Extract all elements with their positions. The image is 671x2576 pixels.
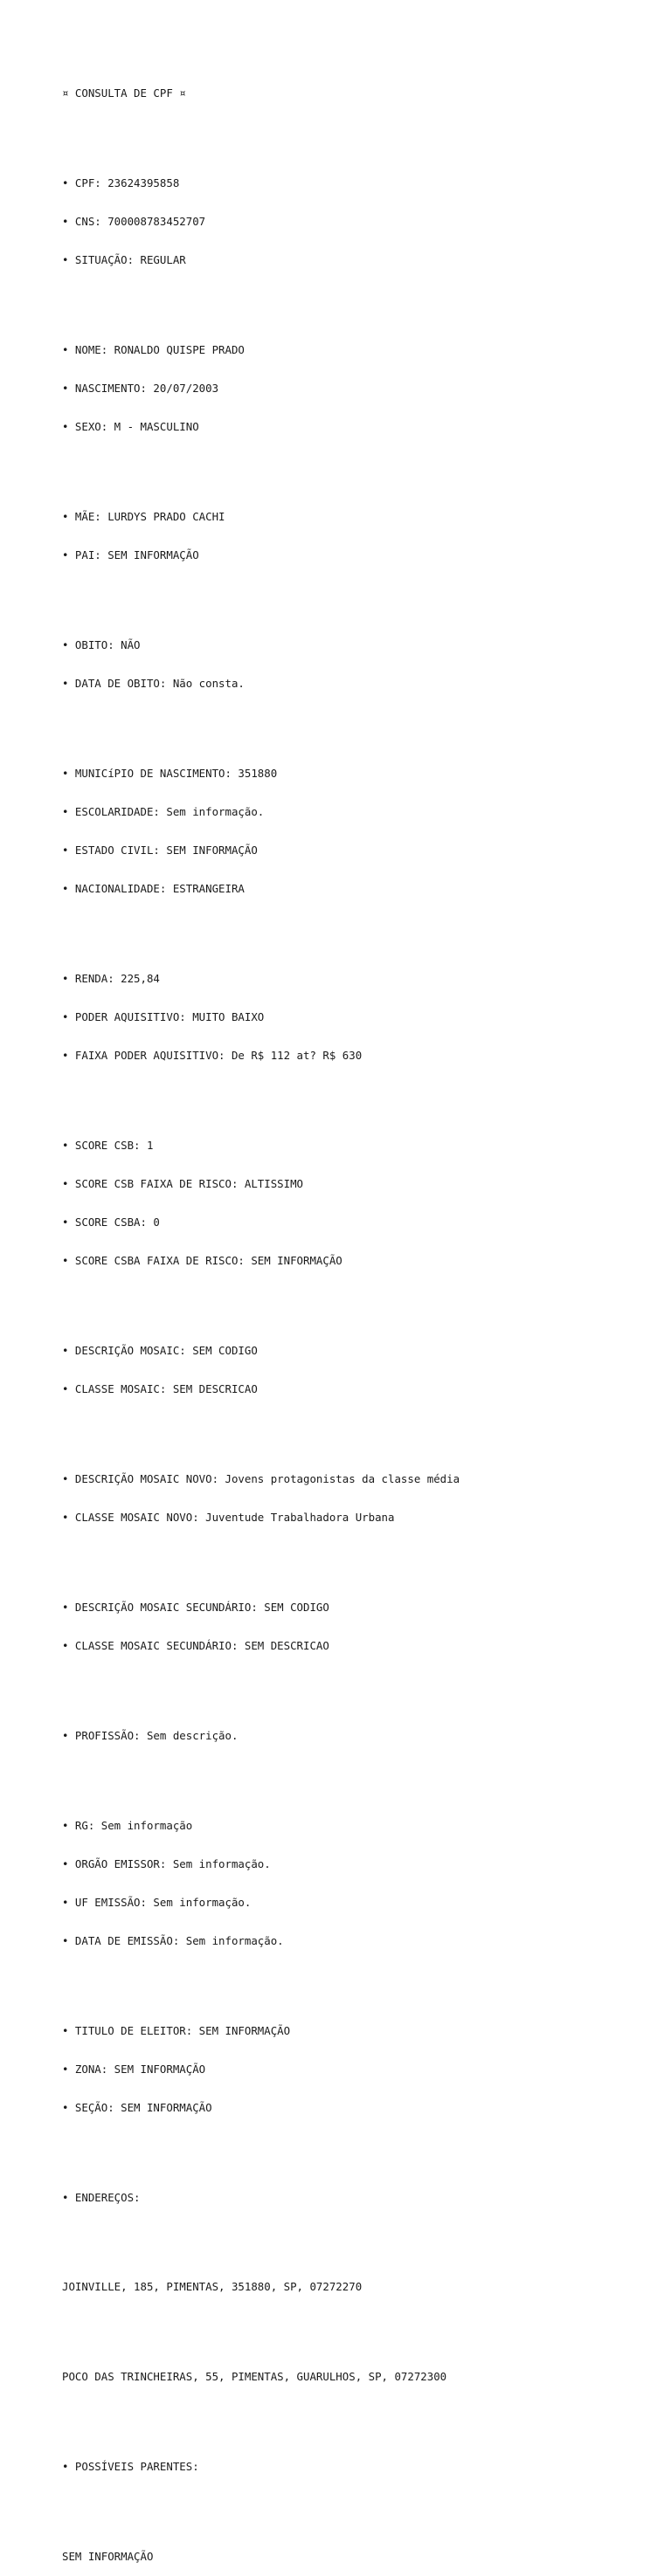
field-classe-mosaic-novo: • CLASSE MOSAIC NOVO: Juventude Trabalhadora Urbana <box>62 1511 395 1525</box>
field-orgao-emissor: • ORGÃO EMISSOR: Sem informação. <box>62 1856 271 1870</box>
spacer <box>62 1422 656 1435</box>
field-score-csb: • SCORE CSB: 1 <box>62 1139 154 1153</box>
field-data-obito: • DATA DE OBITO: Não consta. <box>62 677 245 691</box>
spacer <box>62 1678 656 1691</box>
field-municipio-nascimento: • MUNICíPIO DE NASCIMENTO: 351880 <box>62 766 278 780</box>
field-obito: • OBITO: NÃO <box>62 638 141 652</box>
field-pai: • PAI: SEM INFORMAÇÃO <box>62 548 199 562</box>
field-zona: • ZONA: SEM INFORMAÇÃO <box>62 2062 206 2076</box>
address-line: POCO DAS TRINCHEIRAS, 55, PIMENTAS, GUARULHOS, SP, 07272300 <box>62 2370 447 2384</box>
field-classe-mosaic: • CLASSE MOSAIC: SEM DESCRICAO <box>62 1382 258 1396</box>
field-cpf: • CPF: 23624395858 <box>62 176 180 190</box>
field-uf-emissao: • UF EMISSÃO: Sem informação. <box>62 1895 252 1909</box>
field-escolaridade: • ESCOLARIDADE: Sem informação. <box>62 805 265 819</box>
spacer <box>62 293 656 306</box>
document-title: ¤ CONSULTA DE CPF ¤ <box>62 86 186 100</box>
field-nascimento: • NASCIMENTO: 20/07/2003 <box>62 382 219 396</box>
field-nome: • NOME: RONALDO QUISPE PRADO <box>62 343 245 357</box>
field-estado-civil: • ESTADO CIVIL: SEM INFORMAÇÃO <box>62 844 258 858</box>
field-score-csba-faixa: • SCORE CSBA FAIXA DE RISCO: SEM INFORMAÇÃO <box>62 1254 342 1268</box>
field-sexo: • SEXO: M - MASCULINO <box>62 420 199 434</box>
field-data-emissao: • DATA DE EMISSÃO: Sem informação. <box>62 1933 284 1947</box>
field-nacionalidade: • NACIONALIDADE: ESTRANGEIRA <box>62 882 245 896</box>
spacer <box>62 2230 656 2243</box>
spacer <box>62 1293 656 1306</box>
spacer <box>62 2320 656 2333</box>
spacer <box>62 588 656 601</box>
spacer <box>62 1768 656 1781</box>
field-descricao-mosaic-secundario: • DESCRIÇÃO MOSAIC SECUNDÁRIO: SEM CODIGO <box>62 1600 329 1614</box>
spacer <box>62 716 656 729</box>
field-renda: • RENDA: 225,84 <box>62 972 160 986</box>
parentes-value: SEM INFORMAÇÃO <box>62 2549 154 2563</box>
spacer <box>62 1550 656 1563</box>
field-titulo-eleitor: • TITULO DE ELEITOR: SEM INFORMAÇÃO <box>62 2023 291 2037</box>
spacer <box>62 921 656 934</box>
field-cns: • CNS: 700008783452707 <box>62 215 206 229</box>
spacer <box>62 2499 656 2512</box>
field-descricao-mosaic: • DESCRIÇÃO MOSAIC: SEM CODIGO <box>62 1344 258 1358</box>
field-poder-aquisitivo: • PODER AQUISITIVO: MUITO BAIXO <box>62 1010 265 1024</box>
spacer <box>62 2409 656 2422</box>
field-secao: • SEÇÃO: SEM INFORMAÇÃO <box>62 2100 212 2114</box>
field-rg: • RG: Sem informação <box>62 1818 193 1832</box>
field-classe-mosaic-secundario: • CLASSE MOSAIC SECUNDÁRIO: SEM DESCRICAO <box>62 1638 329 1652</box>
address-line: JOINVILLE, 185, PIMENTAS, 351880, SP, 07272270 <box>62 2280 363 2294</box>
spacer <box>62 1973 656 1987</box>
section-parentes-heading: • POSSÍVEIS PARENTES: <box>62 2460 199 2474</box>
section-enderecos-heading: • ENDEREÇOS: <box>62 2190 141 2204</box>
field-mae: • MÃE: LURDYS PRADO CACHI <box>62 510 225 524</box>
field-faixa-poder-aquisitivo: • FAIXA PODER AQUISITIVO: De R$ 112 at? R$ 630 <box>62 1049 363 1063</box>
field-score-csb-faixa: • SCORE CSB FAIXA DE RISCO: ALTISSIMO <box>62 1177 304 1191</box>
spacer <box>62 2140 656 2153</box>
field-score-csba: • SCORE CSBA: 0 <box>62 1216 160 1229</box>
document-body <box>62 62 656 2576</box>
spacer <box>62 1088 656 1101</box>
field-descricao-mosaic-novo: • DESCRIÇÃO MOSAIC NOVO: Jovens protagonistas da classe média <box>62 1471 460 1485</box>
spacer <box>62 127 656 140</box>
field-situacao: • SITUAÇÃO: REGULAR <box>62 253 186 267</box>
field-profissao: • PROFISSÃO: Sem descrição. <box>62 1728 239 1742</box>
spacer <box>62 459 656 472</box>
